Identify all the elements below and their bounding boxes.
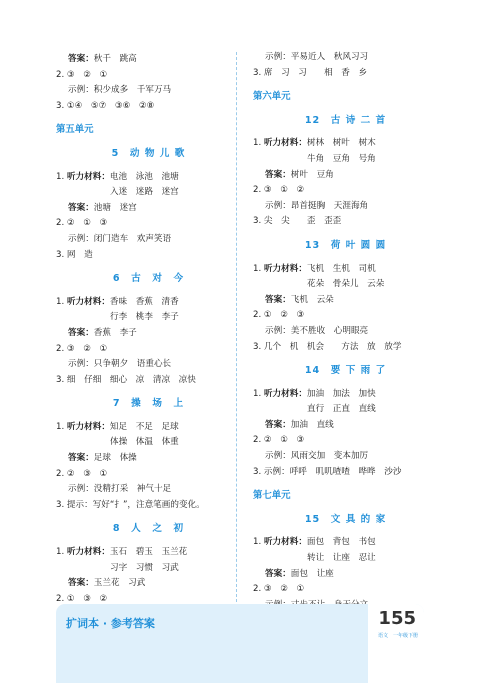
answer-line: 答案：树叶 豆角 — [265, 169, 334, 180]
answer-line: 答案：面包 让座 — [265, 568, 334, 579]
line-label: 答案： — [68, 54, 94, 64]
listening-line: 直行 正直 直线 — [307, 404, 376, 415]
answer-line: 3. 尖 尖 歪 歪歪 — [253, 216, 342, 227]
answer-line: 答案：玉兰花 习武 — [68, 578, 146, 589]
example-line: 示例：风雨交加 变本加厉 — [265, 451, 369, 462]
answer-line: 答案：加油 直线 — [265, 419, 334, 430]
listening-line: 行李 桃李 李子 — [110, 312, 179, 323]
listening-line: 习字 习惯 习武 — [110, 562, 179, 573]
example-line: 示例：美不胜收 心明眼亮 — [265, 325, 369, 336]
answer-line: 2. ① ② ③ — [253, 310, 305, 321]
column-divider — [236, 52, 237, 602]
listening-line: 入迷 迷路 迷宫 — [110, 187, 179, 198]
listening-line: 体操 体温 体重 — [110, 437, 179, 448]
footer-title: 扩词本 · 参考答案 — [66, 617, 155, 630]
line-label: 答案： — [68, 453, 94, 464]
listening-line: 1. 听力材料：知足 不足 足球 — [56, 421, 179, 432]
subject-label: 语文 一年级下册 — [377, 633, 418, 639]
listening-line: 牛角 豆角 号角 — [307, 153, 376, 164]
answer-line: 答案：池塘 迷宫 — [68, 202, 137, 213]
listening-line: 1. 听力材料：飞机 生机 司机 — [253, 263, 376, 274]
listening-line: 1. 听力材料：香味 香蕉 清香 — [56, 296, 179, 307]
listening-line: 1. 听力材料：树林 树叶 树木 — [253, 138, 376, 149]
example-line: 示例：昂首挺胸 天涯海角 — [265, 200, 369, 211]
listening-line: 1. 听力材料：玉石 碧玉 玉兰花 — [56, 547, 188, 558]
lesson-heading: 14 要 下 雨 了 — [304, 365, 387, 377]
lesson-heading: 7 操 场 上 — [112, 398, 185, 410]
line-label: 答案： — [265, 568, 291, 579]
answer-line: 2. ③ ② ① — [253, 584, 305, 595]
lesson-heading: 15 文 具 的 家 — [304, 513, 387, 525]
lesson-heading: 12 古 诗 二 首 — [304, 114, 387, 126]
answer-line: 2. ③ ② ① — [56, 69, 108, 80]
answer-line: 3. 席 习 习 相 香 乡 — [253, 67, 368, 78]
page-footer — [56, 604, 424, 683]
line-label: 听力材料： — [263, 537, 307, 548]
answer-line: 2. ③ ① ② — [253, 185, 305, 196]
listening-line: 1. 听力材料：面包 背包 书包 — [253, 537, 376, 548]
line-label: 听力材料： — [66, 171, 110, 182]
line-label: 答案： — [265, 294, 291, 305]
unit-heading: 第五单元 — [56, 124, 94, 136]
line-label: 听力材料： — [66, 421, 110, 432]
line-label: 答案： — [265, 419, 291, 430]
line-label: 听力材料： — [263, 138, 307, 149]
answer-line: 3. 示例：呼呼 叽叽喳喳 哗哗 沙沙 — [253, 466, 402, 477]
line-label: 听力材料： — [66, 547, 110, 558]
line-label: 答案： — [68, 327, 94, 338]
answer-line: 答案：香蕉 李子 — [68, 327, 137, 338]
answer-line: 3. ①④ ⑤⑦ ③⑥ ②⑧ — [56, 100, 155, 111]
lesson-heading: 13 荷 叶 圆 圆 — [304, 239, 387, 251]
answer-line: 答案：足球 体操 — [68, 453, 137, 464]
example-line: 示例：闭门造车 欢声笑语 — [68, 233, 172, 244]
example-line: 示例：积少成多 千军万马 — [68, 85, 172, 96]
hint-line: 3. 提示：写好“扌”，注意笔画的变化。 — [56, 499, 205, 510]
page-number-box — [368, 604, 424, 683]
lesson-heading: 8 人 之 初 — [112, 523, 185, 535]
answer-line: 2. ② ① ③ — [253, 435, 305, 446]
unit-heading: 第七单元 — [253, 490, 291, 502]
listening-line: 1. 听力材料：电池 泳池 池塘 — [56, 171, 179, 182]
line-label: 答案： — [68, 202, 94, 213]
answer-line: 答案：飞机 云朵 — [265, 294, 334, 305]
line-label: 答案： — [265, 169, 291, 180]
answer-line: 3. 网 造 — [56, 249, 93, 260]
answer-line: 2. ③ ② ① — [56, 343, 108, 354]
listening-line: 1. 听力材料：加油 加法 加快 — [253, 388, 376, 399]
answer-line: 2. ② ① ③ — [56, 218, 108, 229]
line-label: 答案： — [68, 578, 94, 589]
answer-line: 3. 几个 机 机会 方法 放 放学 — [253, 341, 402, 352]
line-label: 听力材料： — [66, 296, 110, 307]
example-line: 示例：平易近人 秋风习习 — [265, 52, 369, 62]
line-label: 听力材料： — [263, 388, 307, 399]
example-line: 示例：没精打采 神气十足 — [68, 484, 172, 495]
page-number: 155 — [378, 608, 416, 629]
answer-line: 3. 细 仔细 细心 凉 清凉 凉快 — [56, 374, 196, 385]
listening-line: 转让 让座 忍让 — [307, 553, 376, 564]
answer-line: 2. ② ③ ① — [56, 468, 108, 479]
unit-heading: 第六单元 — [253, 91, 291, 103]
example-line: 示例：只争朝夕 语重心长 — [68, 359, 172, 370]
right-column — [253, 50, 438, 613]
lesson-heading: 6 古 对 今 — [112, 273, 185, 285]
left-column — [56, 52, 241, 607]
answer-line: 答案：秋千 跳高 — [68, 54, 137, 64]
lesson-heading: 5 动 物 儿 歌 — [111, 147, 186, 159]
listening-line: 花朵 骨朵儿 云朵 — [307, 279, 385, 290]
answer-line: 2. ① ③ ② — [56, 593, 108, 604]
line-label: 听力材料： — [263, 263, 307, 274]
